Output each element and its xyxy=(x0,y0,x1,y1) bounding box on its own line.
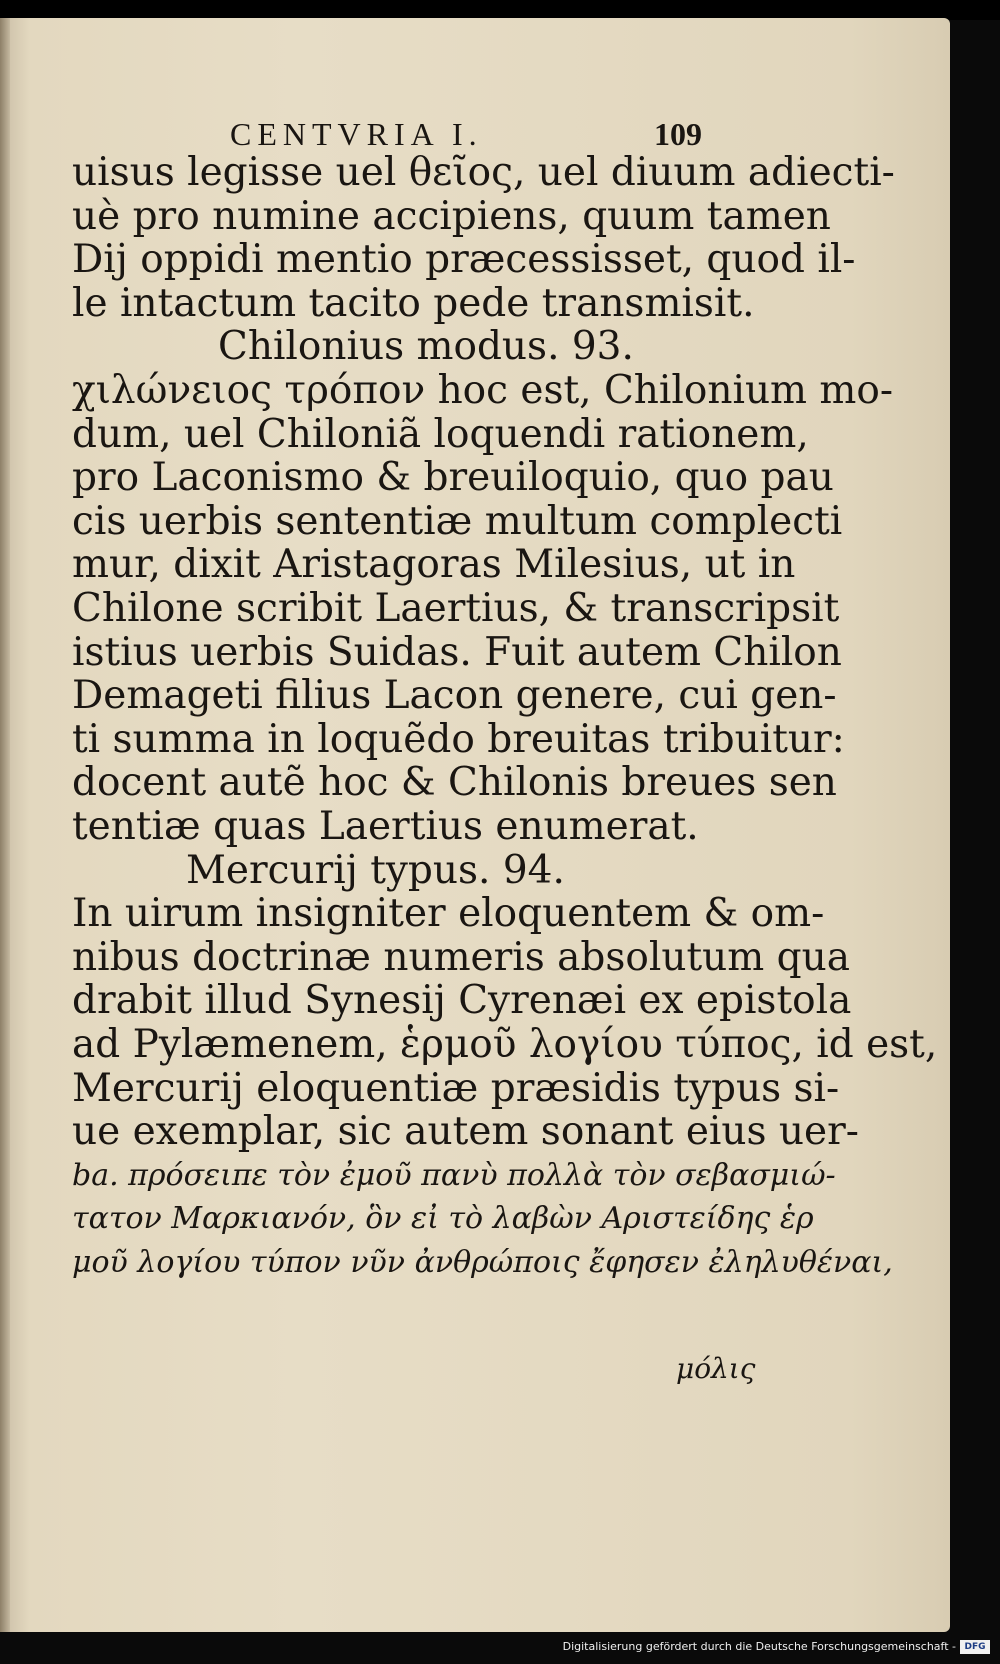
text-line: nibus doctrinæ numeris absolutum qua xyxy=(72,935,850,980)
text-line: χιλώνειος τρόπον hoc est, Chilonium mo- xyxy=(72,368,894,413)
text-line: In uirum insigniter eloquentem & om- xyxy=(72,891,825,936)
text-line: uisus legisse uel θεῖος, uel diuum adiecti- xyxy=(72,150,895,195)
text-line: ba. πρόσειπε τὸν ἐμοῦ πανὺ πολλὰ τὸν σεβασμιώ- xyxy=(72,1158,836,1193)
text-line: le intactum tacito pede transmisit. xyxy=(72,281,755,326)
text-line: uè pro numine accipiens, quum tamen xyxy=(72,194,831,239)
text-line: istius uerbis Suidas. Fuit autem Chilon xyxy=(72,630,842,675)
dfg-logo: DFG xyxy=(960,1640,990,1654)
page-number: 109 xyxy=(654,116,702,152)
running-head: CENTVRIA I. xyxy=(230,116,483,152)
text-line: ad Pylæmenem, ἑρμοῦ λογίου τύπος, id est, xyxy=(72,1022,938,1067)
text-line: tentiæ quas Laertius enumerat. xyxy=(72,804,699,849)
catchword: μόλις xyxy=(676,1352,756,1385)
text-line: cis uerbis sententiæ multum complecti xyxy=(72,499,843,544)
text-line: pro Laconismo & breuiloquio, quo pau xyxy=(72,455,834,500)
text-line: τατον Μαρκιανόν, ὃν εἰ τὸ λαβὼν Αριστείδης ἑρ xyxy=(72,1201,814,1236)
text-line: Chilonius modus. 93. xyxy=(218,324,634,369)
text-line: drabit illud Synesij Cyrenæi ex epistola xyxy=(72,978,852,1023)
text-line: Demageti filius Lacon genere, cui gen- xyxy=(72,673,837,718)
footer-credit: Digitalisierung gefördert durch die Deutsche Forschungsgemeinschaft - xyxy=(562,1640,956,1653)
text-line: ti summa in loquẽdo breuitas tribuitur: xyxy=(72,717,845,762)
text-line: Mercurij typus. 94. xyxy=(186,848,565,893)
text-line: Chilone scribit Laertius, & transcripsit xyxy=(72,586,840,631)
text-line: docent autẽ hoc & Chilonis breues sen xyxy=(72,760,837,805)
page-gutter xyxy=(0,18,10,1632)
text-line: Mercurij eloquentiæ præsidis typus si- xyxy=(72,1066,840,1111)
text-line: mur, dixit Aristagoras Milesius, ut in xyxy=(72,542,796,587)
text-line: μοῦ λογίου τύπον νῦν ἀνθρώποις ἔφησεν ἐληλυθέναι, xyxy=(72,1245,893,1280)
text-line: ue exemplar, sic autem sonant eius uer- xyxy=(72,1109,859,1154)
top-border xyxy=(0,0,1000,20)
text-line: dum, uel Chiloniã loquendi rationem, xyxy=(72,412,809,457)
text-line: Dij oppidi mentio præcessisset, quod il- xyxy=(72,237,856,282)
